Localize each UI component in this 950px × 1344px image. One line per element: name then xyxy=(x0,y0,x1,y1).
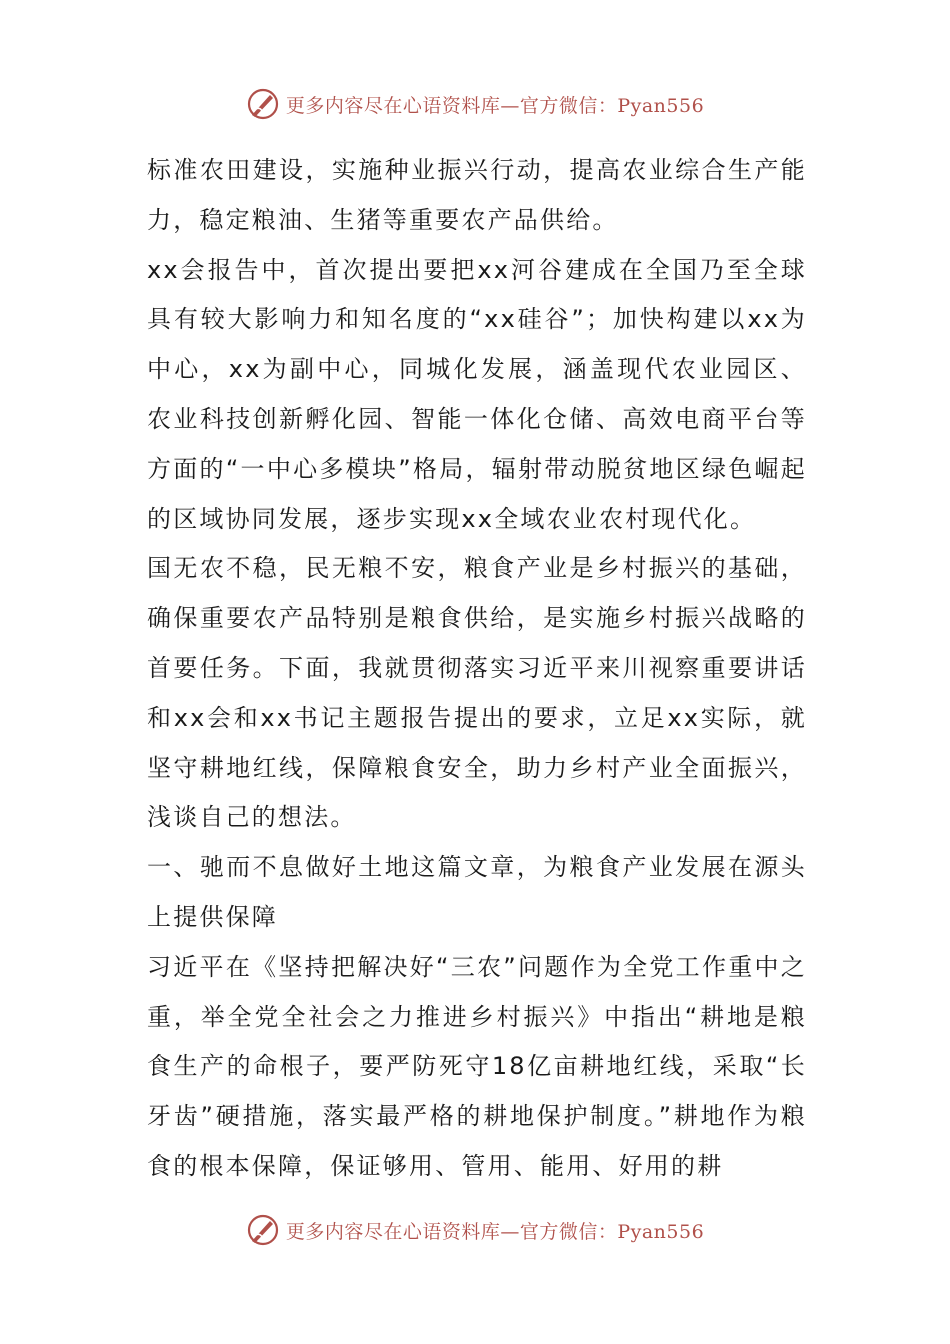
header-banner-text: 更多内容尽在心语资料库—官方微信：Pyan556 xyxy=(285,94,705,117)
paragraph-1: 标准农田建设，实施种业振兴行动，提高农业综合生产能力，稳定粮油、生猪等重要农产品供给。 xyxy=(147,156,807,234)
section-heading-1: 一、驰而不息做好土地这篇文章，为粮食产业发展在源头上提供保障 xyxy=(147,853,807,931)
document-body xyxy=(147,146,807,1192)
paragraph-3: 国无农不稳，民无粮不安，粮食产业是乡村振兴的基础，确保重要农产品特别是粮食供给，是实施乡村振兴战略的首要任务。下面，我就贯彻落实习近平来川视察重要讲话和xx会和xx书记主题报告提出的要求，立足xx实际，就坚守耕地红线，保障粮食安全，助力乡村产业全面振兴，浅谈自己的想法。 xyxy=(147,554,807,832)
quill-logo-icon xyxy=(246,87,280,121)
footer-banner xyxy=(0,1210,950,1250)
paragraph-2: xx会报告中，首次提出要把xx河谷建成在全国乃至全球具有较大影响力和知名度的“xx硅谷”；加快构建以xx为中心，xx为副中心，同城化发展，涵盖现代农业园区、农业科技创新孵化园、智能一体化仓储、高效电商平台等方面的“一中心多模块”格局，辐射带动脱贫地区绿色崛起的区域协同发展，逐步实现xx全域农业农村现代化。 xyxy=(147,255,807,533)
quill-logo-icon xyxy=(246,1213,280,1247)
footer-banner-text: 更多内容尽在心语资料库—官方微信：Pyan556 xyxy=(285,1220,705,1243)
header-banner xyxy=(0,84,950,124)
paragraph-4: 习近平在《坚持把解决好“三农”问题作为全党工作重中之重，举全党全社会之力推进乡村振兴》中指出“耕地是粮食生产的命根子，要严防死守18亿亩耕地红线，采取“长牙齿”硬措施，落实最严格的耕地保护制度。”耕地作为粮食的根本保障，保证够用、管用、能用、好用的耕 xyxy=(147,952,807,1180)
